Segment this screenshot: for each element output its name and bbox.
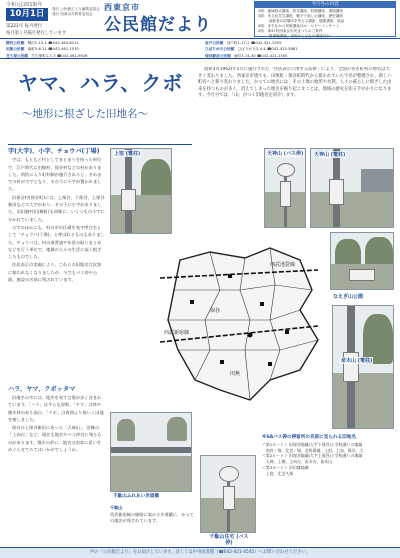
- section-one: [8, 148, 105, 285]
- photo-sendayama-busstop: [200, 455, 256, 533]
- paragraph: 旧保谷村(保谷町)には、上保谷、下保谷、上保谷新田などの大字があり、その下に小字がありました。旧田無村(田無町)も同様に、いくつもの小字に分かれていました。: [8, 195, 105, 223]
- frequency-note: 毎月第１号隔月発行しています: [6, 31, 67, 36]
- paragraph: 字は、もともと村としてまとまりを持った単位で、江戸時代に田無村、保谷村などの村がありました。明治に入り町村制が施行されると、それまでの村が大字となり、その下に小字が置かれました。: [8, 158, 102, 193]
- photo-tenjinyama-busstop: [264, 148, 306, 228]
- area-map: [150, 230, 328, 410]
- names-line: 天神、上柳、上向台、苗木台、苗木山: [262, 459, 333, 465]
- contents-item: 4面：まちなか公民館講座ほか・ロビーコンサート: [258, 23, 340, 28]
- paper-title: 公民館だより: [104, 15, 212, 35]
- contents-item: 図書館講座、市内のこどもの講座ほか: [258, 33, 330, 38]
- map-marker: [260, 302, 264, 306]
- issue-number: 第221号 毎月発行: [6, 24, 43, 29]
- map-marker: [190, 300, 194, 304]
- map-marker: [228, 274, 232, 278]
- era-year: 令和元(2019)年: [6, 2, 43, 8]
- publisher-line: 発行 公民館だより編集委員会: [52, 7, 100, 11]
- contact-column: [205, 40, 298, 59]
- photo-kamijuku-pole: [110, 148, 172, 234]
- photo-caption: なえぎ山公園: [333, 294, 364, 300]
- photo-sendayama-bridge: [110, 412, 192, 492]
- contact-row: 柳沢公民館 柳沢1-15-1 ☎042-464-8211: [6, 41, 79, 45]
- contents-item: 5面：第37回西東京市民まつりのご案内: [258, 28, 323, 33]
- names-heading: ※6Aバス停の停留所の名前に見られる旧地名: [262, 435, 356, 440]
- contact-column: [6, 40, 87, 59]
- names-line: 上宿、北芝久保: [262, 470, 294, 476]
- city-name: 西東京市: [104, 3, 140, 12]
- photo-caption: 天神山 (電柱): [314, 152, 346, 158]
- article-subtitle: ～地形に根ざした旧地名～: [22, 108, 148, 120]
- issue-date: 10月1日: [6, 8, 48, 21]
- names-line: ＜第3ルート＞ 旧田無地域: [262, 464, 309, 470]
- contact-row: 保谷駅前公民館 東町3-14-30 ☎042-421-1505: [205, 53, 288, 58]
- contents-title: 今月号の内容: [255, 2, 395, 8]
- bridge-caption-title: 千駄山: [110, 505, 123, 510]
- photo-caption: 天神山 (バス停): [267, 151, 304, 157]
- map-label: 保谷: [210, 308, 221, 314]
- paragraph: 保谷の上保谷新田にあった「天神山」、田無の「上向台」など、現在も地名やバス停名に残るものがあります。散歩の折に、地名の由来に思いをめぐらせてみてはいかがでしょうか。: [8, 426, 102, 454]
- bridge-caption-text: 西武新宿線の線路に架かる歩道橋に、かつての地名が残されています。: [110, 512, 194, 523]
- photo-tenjinyama-pole: [310, 148, 394, 228]
- map-label: 田無: [230, 371, 241, 377]
- contents-item: 2面：地域的活講座、防災講座、料理講座、環境講座: [258, 9, 343, 13]
- map-marker: [248, 333, 253, 338]
- contact-row: 谷戸公民館 谷戸町1-17-2 ☎042-421-3355: [205, 41, 282, 45]
- map-marker: [285, 330, 289, 334]
- article-intro: 昭和37(1962)年5月に施行された「住居表示に関する法律」により、全国の各市町村の地名は大きく変わりました。西東京市域でも、田無町・保谷町時代から使われていた字名が整理され、新しい町名へと移り変わりました。かつての地名には、その土地の地形や水利、人々の暮らしに根ざした由来を持つものが多く、消えてしまった地名を掘り起こすことは、地域の歴史を知る手がかりになります。今月号では、「山」がつく旧地名を紹介します。: [198, 67, 392, 99]
- names-line: ＜第1ルート＞ 旧保谷地域(大字下保谷)と学校通りの地域: [262, 441, 363, 447]
- contents-item: 3面：多文化共生講座、親子で楽しむ講座、歴史講座: [258, 13, 343, 18]
- photo-caption: 千駄山ふれあい歩道橋: [113, 494, 159, 499]
- article-title: ヤマ、ハラ、クボ: [18, 71, 184, 95]
- section-heading: 字(大字)、小字、チョウバ(丁場): [8, 148, 100, 155]
- article-title-block: [8, 67, 192, 145]
- footer-note: 声の「公民館だより」をお届けしています。詳しくは中央図書館（☎042-421-4545）へお問い合わせください。: [0, 547, 400, 558]
- map-marker: [220, 360, 224, 364]
- photo-naegiyama-pole: [332, 305, 394, 429]
- map-label: 西武池袋線: [270, 262, 296, 268]
- busstop-names-box: [262, 435, 394, 477]
- paragraph: 住居表示の実施により、これらの旧地名は次第に使われなくなりましたが、今でもバス停や公園、施設の名前に残されています。: [8, 263, 102, 284]
- contact-row: ひばりが丘公民館 ひばりが丘3-4-4 ☎042-425-5881: [205, 47, 298, 52]
- contents-list: [255, 8, 395, 39]
- map-graphic: [150, 230, 328, 410]
- section-heading: ハラ、ヤマ、クボッタマ: [8, 386, 76, 393]
- section-two: [8, 395, 105, 455]
- photo-naegiyama-park: [330, 232, 394, 290]
- publisher-line: 発行 西東京市教育委員会: [52, 12, 93, 17]
- names-line: ＜第2ルート＞ 旧保谷地域(大字上保谷)と学校通りの地域: [262, 453, 363, 459]
- map-label: 西武新宿線: [164, 330, 190, 336]
- contact-row: 田無公民館 南町5-6-11 ☎042-461-1570: [6, 47, 79, 52]
- names-line: 南宮／堀、北宮／堀、北馬場通、上宿、上向、保谷、大: [262, 447, 364, 453]
- photo-caption: 上宿 (電柱): [114, 151, 141, 157]
- contact-row: 芝久保公民館 芝久保町1-7-3 ☎042-461-9926: [6, 53, 88, 58]
- photo-caption: 千駄山住宅 (バス停): [209, 534, 249, 546]
- contents-box: [254, 1, 396, 37]
- paragraph: 旧地名の中には、地形を表す言葉が多く含まれています。「ハラ」は平らな原野、「ヤマ」は林や雑木林のある高台、「クボ」は周囲より低いくぼ地を指しました。: [8, 396, 104, 423]
- map-marker: [268, 362, 272, 366]
- paragraph: 小字のほかにも、村の中の区域を表す呼び名として「チョウバ(丁場)」と呼ばれるものもありました。チョウバは、村の道普請や年貢の取りまとめなどを行う単位で、地域の人々の生活に深く根ざしたものでした。: [8, 225, 105, 261]
- contact-bar: [0, 38, 400, 59]
- contents-item: 高齢者の居場所を考える講座、健康講座 談話: [258, 18, 345, 23]
- publisher-info: [52, 7, 100, 17]
- photo-caption: 苗木山 (電柱): [341, 358, 373, 364]
